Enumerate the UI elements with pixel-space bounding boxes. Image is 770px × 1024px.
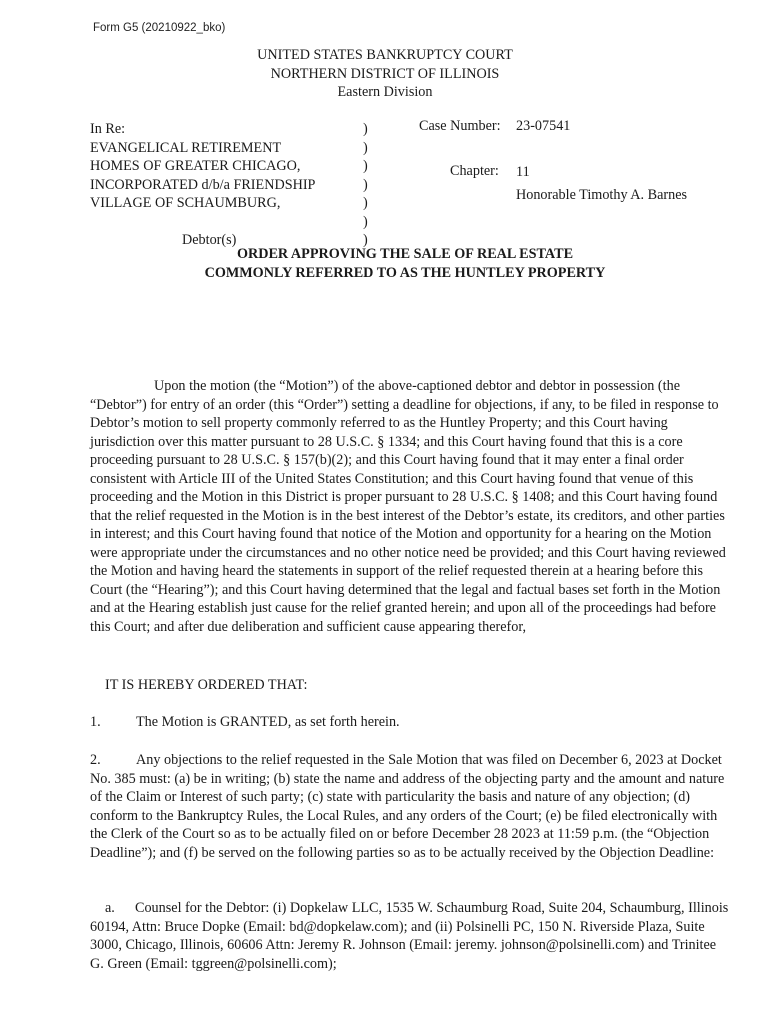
subparagraph-letter: a. <box>105 900 115 916</box>
caption-paren: ) <box>363 139 368 156</box>
caption-paren: ) <box>363 121 368 137</box>
intro-paragraph: Upon the motion (the “Motion”) of the above-captioned debtor and debtor in possession (the “Debtor”) for entry of an order (this “Order”) setting a deadline for objections, if any, to be filed in response to Debtor’s motion to sell property commonly referred to as the Huntley Property; and this Court having jurisdiction over this matter pursuant to 28 U.S.C. § 1334; and this Court having found that this is a core proceeding pursuant to 28 U.S.C. § 157(b)(2); and this Court having found that it may enter a final order consistent with Article III of the United States Constitution; and this Court having found that venue of this proceeding and the Motion in this District is proper pursuant to 28 U.S.C. § 1408; and this Court having found that the relief requested in the Motion is in the best interest of the Debtor’s estate, its creditors, and other parties in interest; and this Court having found that notice of the Motion and opportunity for a hearing on the Motion were appropriate under the circumstances and no other notice need be provided; and this Court having reviewed the Motion and having heard the statements in support of the relief requested therein at a hearing before this Court (the “Hearing”); and this Court having determined that the legal and factual bases set forth in the Motion and at the Hearing establish just cause for the relief granted herein; and upon all of the proceedings had before this Court; and after due deliberation and sufficient cause appearing therefor, <box>90 378 726 635</box>
numbered-paragraph-2 <box>90 751 730 862</box>
case-caption-parties <box>90 120 360 250</box>
court-header <box>0 46 770 102</box>
subparagraph-text: Counsel for the Debtor: (i) Dopkelaw LLC, 1535 W. Schaumburg Road, Suite 204, Schaumburg, Illinois 60194, Attn: Bruce Dopke (Email: bd@dopkelaw.com); and (ii) Polsinelli PC, 150 N. Riverside Plaza, Suite 3000, Chicago, Illinois, 60606 Attn: Jeremy R. Johnson (Email: jeremy. johnson@polsinelli.com) and Trinitee G. Green (Email: tggreen@polsinelli.com); <box>90 900 729 972</box>
case-number-label: Case Number: <box>419 118 501 134</box>
paragraph-text: Any objections to the relief requested in the Sale Motion that was filed on December 6, 2023 at Docket No. 385 must: (a) be in writing; (b) state the name and address of the objecting party and the amount and nature of the Claim or Interest of such party; (c) state with particularity the basis and nature of any objection; (d) conform to the Bankruptcy Rules, the Local Rules, and any orders of the Court; (e) be filed electronically with the Clerk of the Court so as to be actually filed on or before December 28 2023 at 11:59 p.m. (the “Objection Deadline”); and (f) be served on the following parties so as to be actually received by the Objection Deadline: <box>90 752 725 861</box>
order-title <box>0 245 770 282</box>
debtor-name-line: HOMES OF GREATER CHICAGO, <box>90 158 301 174</box>
form-identifier: Form G5 (20210922_bko) <box>93 22 226 34</box>
court-name: UNITED STATES BANKRUPTCY COURT <box>257 47 513 63</box>
order-title-line: ORDER APPROVING THE SALE OF REAL ESTATE <box>236 246 574 262</box>
paragraph-number: 2. <box>90 752 101 768</box>
order-title-line: COMMONLY REFERRED TO AS THE HUNTLEY PROPERTY <box>204 264 606 281</box>
caption-paren: ) <box>363 213 368 230</box>
caption-paren: ) <box>363 232 368 248</box>
debtor-label: Debtor(s) <box>182 232 237 248</box>
debtor-name-line: INCORPORATED d/b/a FRIENDSHIP <box>90 176 316 193</box>
in-re-label: In Re: <box>90 121 126 137</box>
caption-paren: ) <box>363 158 368 174</box>
subparagraph-a <box>90 899 730 973</box>
court-district: NORTHERN DISTRICT OF ILLINOIS <box>270 65 500 82</box>
court-division: Eastern Division <box>337 84 433 100</box>
judge-name: Honorable Timothy A. Barnes <box>516 187 688 203</box>
chapter-number: 11 <box>516 164 530 180</box>
ordered-heading: IT IS HEREBY ORDERED THAT: <box>105 677 308 693</box>
case-number: 23-07541 <box>516 118 571 134</box>
caption-paren: ) <box>363 195 368 211</box>
caption-paren: ) <box>363 176 368 193</box>
numbered-paragraph-1 <box>90 713 730 732</box>
paragraph-number: 1. <box>90 714 101 730</box>
debtor-name-line: VILLAGE OF SCHAUMBURG, <box>90 195 281 211</box>
paragraph-text: The Motion is GRANTED, as set forth herein. <box>136 714 400 730</box>
caption-parentheses <box>363 120 375 250</box>
chapter-label: Chapter: <box>450 163 499 179</box>
debtor-name-line: EVANGELICAL RETIREMENT <box>90 139 282 156</box>
